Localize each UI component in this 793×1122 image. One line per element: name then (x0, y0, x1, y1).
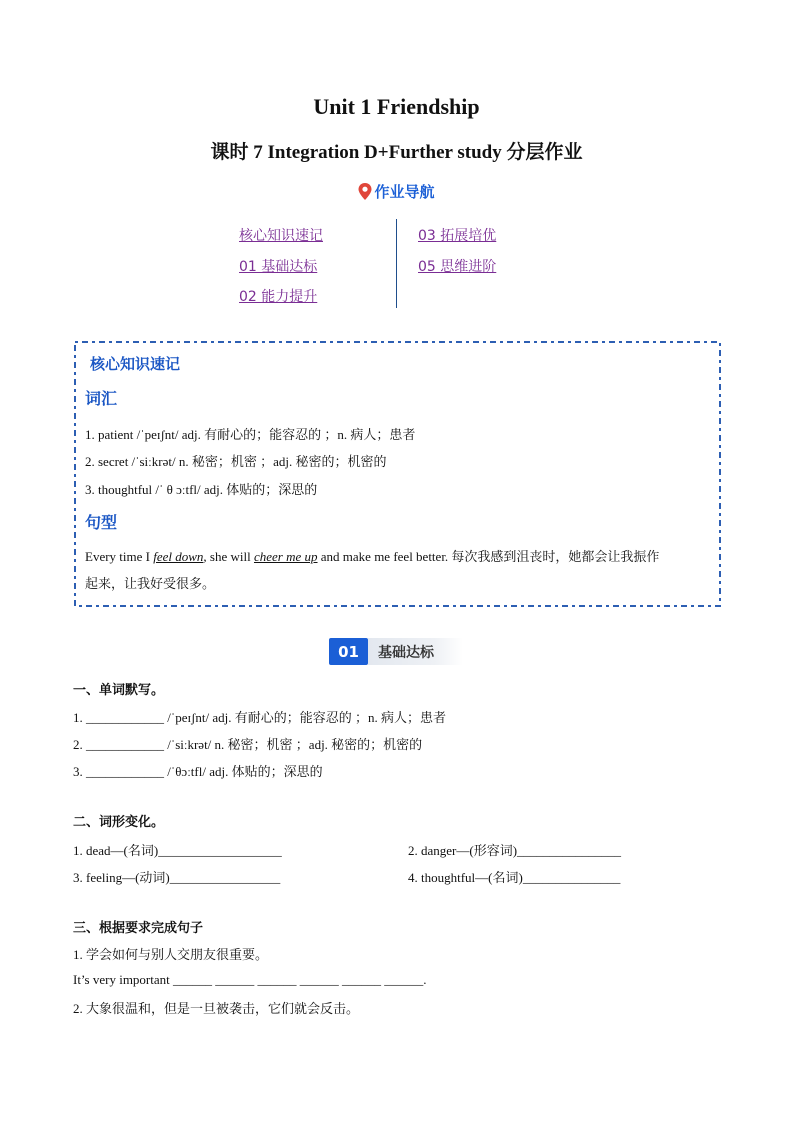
part1-heading: 一、单词默写。 (73, 683, 165, 698)
sentence-answer-line: It’s very important ______ ______ ______ ______ ______ ______. (73, 972, 427, 987)
vocab-item: 2. secret /ˈsiːkrət/ n. 秘密；机密 ；adj. 秘密的；机密的 (85, 454, 387, 469)
phrase-cheer-me-up: cheer me up (253, 549, 318, 564)
guide-label: 作业导航 (374, 183, 435, 201)
sentence-heading: 句型 (85, 513, 118, 532)
knowledge-box (73, 340, 722, 608)
word-form-item: 1. dead—(名词)___________________ (73, 843, 282, 858)
location-pin-icon (358, 183, 372, 200)
nav-divider (396, 219, 397, 308)
part2-heading: 二、词形变化。 (73, 815, 165, 830)
fill-in-item: 1. ____________ /ˈpeɪʃnt/ adj. 有耐心的；能容忍的 ；n. 病人；患者 (73, 710, 447, 725)
sentence-question: 1. 学会如何与别人交朋友很重要。 (73, 947, 269, 962)
nav-link-03[interactable]: 03 拓展培优 (418, 228, 497, 244)
sentence-question: 2. 大象很温和，但是一旦被袭击，它们就会反击。 (73, 1001, 360, 1016)
knowledge-title: 核心知识速记 (90, 355, 181, 373)
nav-link-core-knowledge[interactable]: 核心知识速记 (239, 228, 323, 244)
section-badge-01 (329, 638, 463, 665)
vocab-item: 3. thoughtful /ˈ θ ɔːtfl/ adj. 体贴的；深思的 (85, 482, 318, 497)
vocab-heading: 词汇 (85, 389, 118, 408)
sentence-line-2: 起来，让我好受很多。 (85, 576, 216, 591)
nav-link-01[interactable]: 01 基础达标 (239, 259, 318, 275)
nav-link-05[interactable]: 05 思维进阶 (418, 259, 497, 275)
fill-in-item: 2. ____________ /ˈsiːkrət/ n. 秘密；机密 ；adj. 秘密的；机密的 (73, 737, 423, 752)
sentence-line-1: Every time I feel down, she will cheer me up and make me feel better. 每次我感到沮丧时，她都会让我振作 (85, 549, 660, 564)
vocab-item: 1. patient /ˈpeɪʃnt/ adj. 有耐心的；能容忍的 ；n. 病人；患者 (85, 427, 416, 442)
word-form-item: 2. danger—(形容词)________________ (408, 843, 622, 858)
guide-heading (0, 181, 793, 202)
nav-link-02[interactable]: 02 能力提升 (239, 289, 318, 305)
fill-in-item: 3. ____________ /ˈθɔːtfl/ adj. 体贴的；深思的 (73, 764, 323, 779)
section-number: 01 (329, 638, 368, 665)
page-subtitle: 课时 7 Integration D+Further study 分层作业 (210, 142, 583, 163)
page-title: Unit 1 Friendship (313, 94, 480, 119)
dashed-border-frame (73, 340, 722, 608)
word-form-item: 4. thoughtful—(名词)_______________ (408, 870, 621, 885)
part3-heading: 三、根据要求完成句子 (73, 921, 204, 936)
word-form-item: 3. feeling—(动词)_________________ (73, 870, 281, 885)
section-label: 基础达标 (368, 638, 463, 665)
phrase-feel-down: feel down (153, 549, 204, 564)
